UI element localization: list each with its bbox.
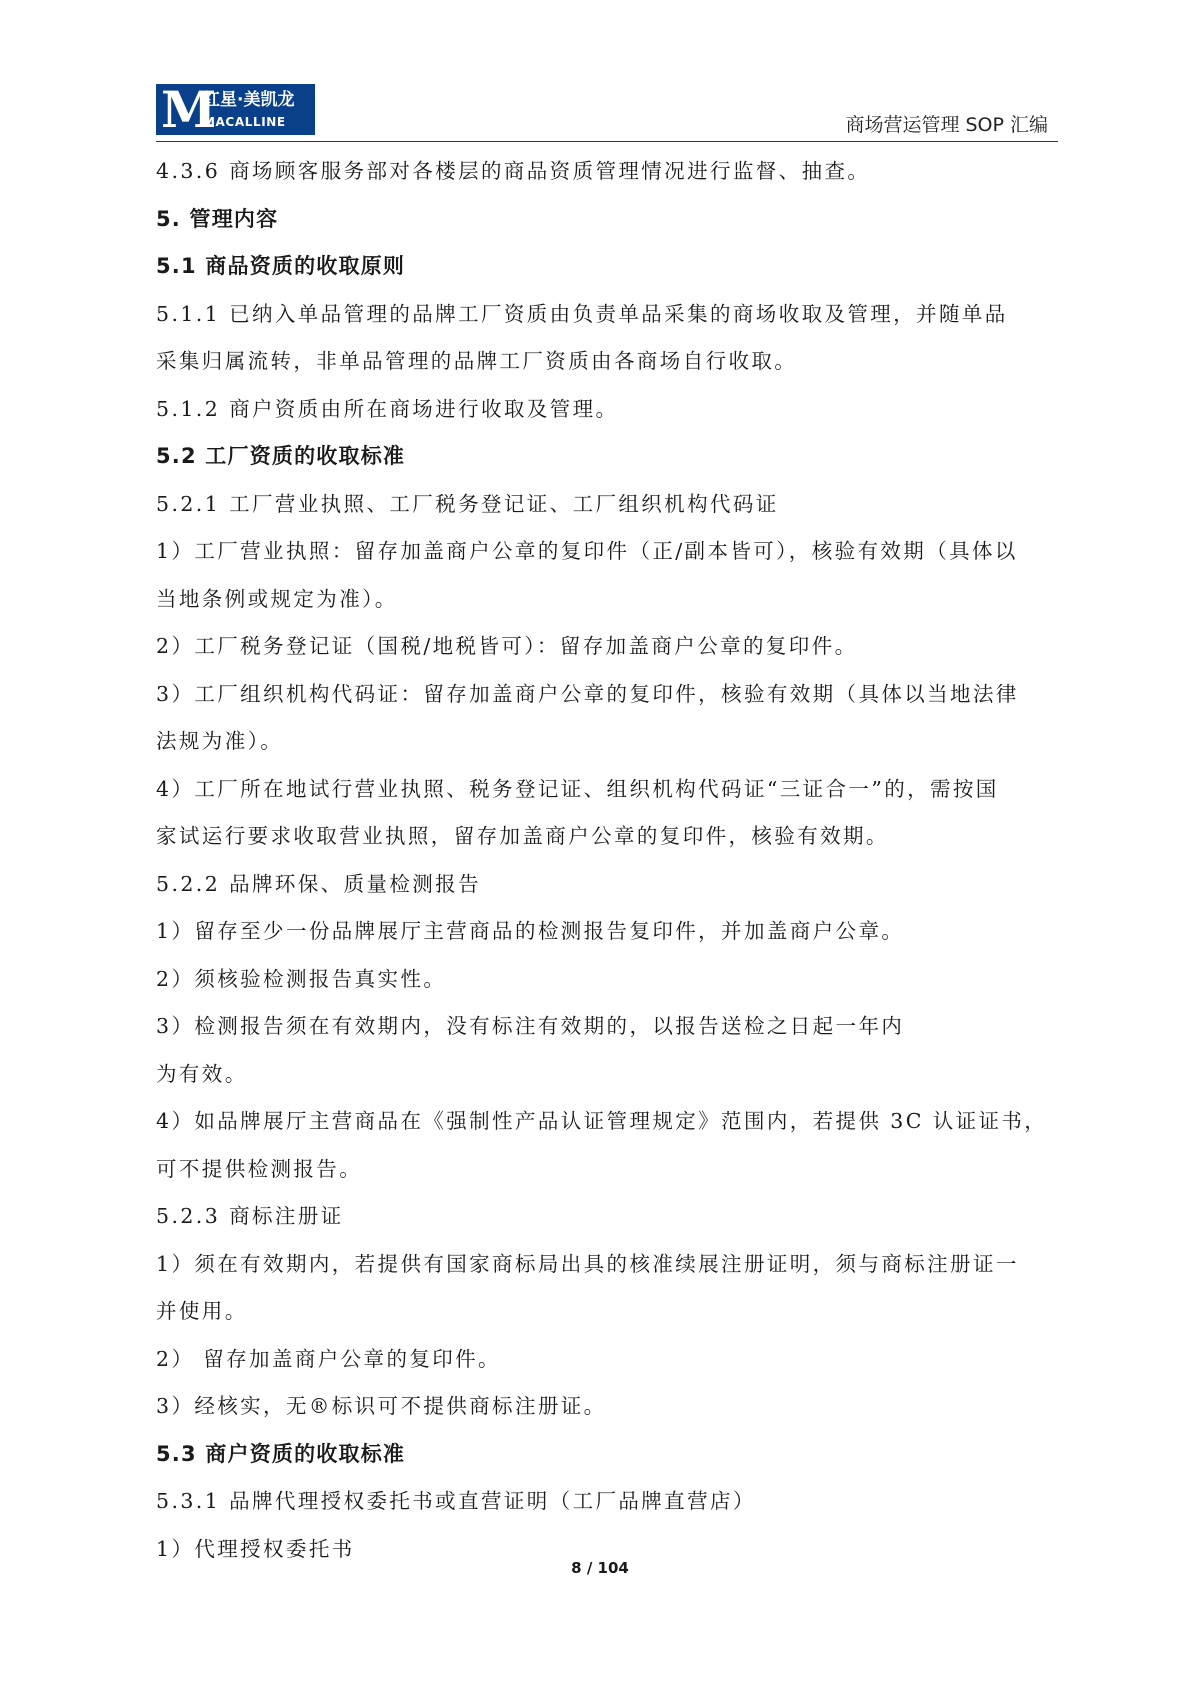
- body-text-line: 1）工厂营业执照：留存加盖商户公章的复印件（正/副本皆可），核验有效期（具体以: [156, 539, 1018, 563]
- section-heading: 5.2 工厂资质的收取标准: [156, 444, 406, 468]
- section-heading: 5. 管理内容: [156, 206, 279, 231]
- section-heading: 5.3 商户资质的收取标准: [156, 1441, 406, 1466]
- body-text-line: 可不提供检测报告。: [156, 1156, 363, 1181]
- body-text-line: 4）工厂所在地试行营业执照、税务登记证、组织机构代码证“三证合一”的，需按国: [156, 776, 999, 801]
- body-text-line: 2） 留存加盖商户公章的复印件。: [156, 1346, 501, 1371]
- body-text-line: 采集归属流转，非单品管理的品牌工厂资质由各商场自行收取。: [156, 349, 798, 373]
- body-text-line: 4）如品牌展厅主营商品在《强制性产品认证管理规定》范围内，若提供 3C 认证证书，: [156, 1109, 1048, 1133]
- body-text-line: 5.3.1 品牌代理授权委托书或直营证明（工厂品牌直营店）: [156, 1489, 756, 1513]
- logo-english-name: MACALLINE: [203, 115, 286, 129]
- section-heading: 5.1 商品资质的收取原则: [156, 254, 406, 278]
- document-title: 商场营运管理 SOP 汇编: [845, 114, 1048, 136]
- body-text-line: 2）工厂税务登记证（国税/地税皆可）：留存加盖商户公章的复印件。: [156, 634, 858, 658]
- document-body: [156, 148, 1058, 1573]
- body-text-line: 3）工厂组织机构代码证：留存加盖商户公章的复印件，核验有效期（具体以当地法律: [156, 681, 1019, 706]
- body-text-line: 5.2.2 品牌环保、质量检测报告: [156, 871, 481, 896]
- company-logo: [156, 80, 315, 139]
- body-text-line: 5.2.3 商标注册证: [156, 1204, 344, 1228]
- body-text-line: 3）经核实，无®标识可不提供商标注册证。: [156, 1394, 607, 1418]
- body-text-line: 4.3.6 商场顾客服务部对各楼层的商品资质管理情况进行监督、抽查。: [156, 159, 871, 183]
- body-text-line: 5.2.1 工厂营业执照、工厂税务登记证、工厂组织机构代码证: [156, 491, 779, 516]
- body-text-line: 当地条例或规定为准）。: [156, 586, 398, 611]
- body-text-line: 1）留存至少一份品牌展厅主营商品的检测报告复印件，并加盖商户公章。: [156, 919, 905, 943]
- header-divider: [156, 141, 1058, 142]
- body-text-line: 1）须在有效期内，若提供有国家商标局出具的核准续展注册证明，须与商标注册证一: [156, 1251, 1019, 1276]
- logo-chinese-name: 红星·美凯龙: [203, 90, 295, 110]
- body-text-line: 家试运行要求收取营业执照，留存加盖商户公章的复印件，核验有效期。: [156, 824, 889, 848]
- page-header: [156, 80, 1058, 142]
- body-text-line: 2）须核验检测报告真实性。: [156, 966, 447, 991]
- logo-mark: M: [161, 80, 215, 139]
- body-text-line: 法规为准）。: [156, 729, 284, 753]
- body-text-line: 为有效。: [156, 1061, 248, 1086]
- body-text-line: 5.1.1 已纳入单品管理的品牌工厂资质由负责单品采集的商场收取及管理，并随单品: [156, 301, 1008, 326]
- body-text-line: 3）检测报告须在有效期内，没有标注有效期的，以报告送检之日起一年内: [156, 1014, 905, 1038]
- body-text-line: 1）代理授权委托书: [156, 1536, 355, 1561]
- body-text-line: 5.1.2 商户资质由所在商场进行收取及管理。: [156, 396, 619, 421]
- body-text-line: 并使用。: [156, 1299, 248, 1323]
- page-number: 8 / 104: [571, 1559, 629, 1577]
